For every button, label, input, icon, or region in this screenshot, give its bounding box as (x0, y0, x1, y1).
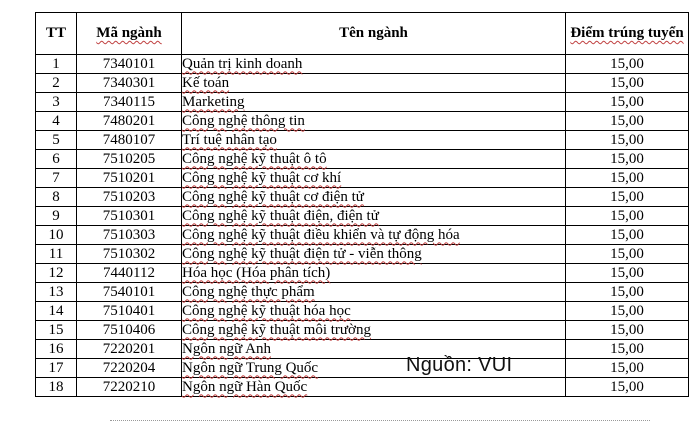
cell-tt: 4 (36, 112, 77, 131)
cell-score: 15,00 (566, 321, 689, 340)
cell-tt: 12 (36, 264, 77, 283)
table-row (36, 150, 689, 169)
cell-tt: 3 (36, 93, 77, 112)
cell-tt: 17 (36, 359, 77, 378)
cell-score: 15,00 (566, 378, 689, 397)
table-row (36, 226, 689, 245)
cell-name (182, 112, 566, 131)
cell-tt: 2 (36, 74, 77, 93)
header-code (77, 13, 182, 55)
cell-score: 15,00 (566, 169, 689, 188)
source-watermark: Nguồn: VUI (406, 354, 513, 376)
cell-score: 15,00 (566, 188, 689, 207)
cell-code: 7220201 (77, 340, 182, 359)
table-row (36, 74, 689, 93)
cell-name (182, 245, 566, 264)
cell-score: 15,00 (566, 340, 689, 359)
cell-name-text: Công nghệ kỹ thuật môi trường (182, 321, 371, 338)
cell-score: 15,00 (566, 302, 689, 321)
cell-name-text: Công nghệ kỹ thuật điều khiển và tự động hóa (182, 226, 460, 243)
header-score (566, 13, 689, 55)
cell-name-text: Marketing (182, 93, 245, 110)
header-code-label: Mã ngành (96, 25, 162, 41)
table-row (36, 188, 689, 207)
cell-name-text: Công nghệ thông tin (182, 112, 305, 129)
cell-code: 7510302 (77, 245, 182, 264)
cell-score: 15,00 (566, 264, 689, 283)
cell-name (182, 169, 566, 188)
cell-name-text: Công nghệ kỹ thuật ô tô (182, 150, 327, 167)
cell-code: 7220210 (77, 378, 182, 397)
cell-code: 7510401 (77, 302, 182, 321)
cell-name-text: Công nghệ kỹ thuật cơ khí (182, 169, 342, 186)
admissions-score-table (35, 12, 689, 397)
cell-name-text: Hóa học (Hóa phân tích) (182, 264, 331, 281)
table-body (36, 55, 689, 397)
table-row (36, 302, 689, 321)
cell-tt: 15 (36, 321, 77, 340)
cell-name (182, 378, 566, 397)
cell-code: 7510203 (77, 188, 182, 207)
cell-code: 7510406 (77, 321, 182, 340)
cell-code: 7340115 (77, 93, 182, 112)
cell-code: 7220204 (77, 359, 182, 378)
cell-tt: 6 (36, 150, 77, 169)
cell-score: 15,00 (566, 207, 689, 226)
cell-name (182, 207, 566, 226)
cell-tt: 14 (36, 302, 77, 321)
cell-tt: 18 (36, 378, 77, 397)
cell-name-text: Công nghệ kỹ thuật hóa học (182, 302, 351, 319)
cell-name-text: Trí tuệ nhân tạo (182, 131, 277, 148)
cell-score: 15,00 (566, 131, 689, 150)
table-row (36, 207, 689, 226)
cell-score: 15,00 (566, 93, 689, 112)
cell-code: 7540101 (77, 283, 182, 302)
table-header-row (36, 13, 689, 55)
table-row (36, 93, 689, 112)
cell-code: 7510303 (77, 226, 182, 245)
table-row (36, 378, 689, 397)
cell-code: 7510301 (77, 207, 182, 226)
table-row (36, 169, 689, 188)
cell-tt: 5 (36, 131, 77, 150)
table-row (36, 283, 689, 302)
cell-name (182, 302, 566, 321)
cell-name-text: Ngôn ngữ Anh (182, 340, 271, 357)
cell-score: 15,00 (566, 283, 689, 302)
table-row (36, 131, 689, 150)
table-row (36, 245, 689, 264)
cell-code: 7480107 (77, 131, 182, 150)
cell-name (182, 321, 566, 340)
cell-name (182, 150, 566, 169)
cell-code: 7480201 (77, 112, 182, 131)
cell-name (182, 55, 566, 74)
table-row (36, 359, 689, 378)
cell-tt: 1 (36, 55, 77, 74)
cell-name (182, 264, 566, 283)
cell-name-text: Ngôn ngữ Hàn Quốc (182, 378, 308, 395)
cell-tt: 10 (36, 226, 77, 245)
cell-score: 15,00 (566, 359, 689, 378)
table-row (36, 55, 689, 74)
cell-score: 15,00 (566, 245, 689, 264)
cell-name-text: Công nghệ kỹ thuật điện tử - viễn thông (182, 245, 422, 262)
cell-name (182, 93, 566, 112)
cell-name (182, 283, 566, 302)
cell-code: 7340301 (77, 74, 182, 93)
cell-code: 7440112 (77, 264, 182, 283)
cell-code: 7510205 (77, 150, 182, 169)
cell-score: 15,00 (566, 74, 689, 93)
cell-score: 15,00 (566, 150, 689, 169)
cell-name-text: Ngôn ngữ Trung Quốc (182, 359, 319, 376)
cell-name (182, 188, 566, 207)
cell-tt: 11 (36, 245, 77, 264)
cell-name (182, 131, 566, 150)
cell-score: 15,00 (566, 55, 689, 74)
header-tt: TT (36, 13, 77, 55)
cell-name (182, 74, 566, 93)
cell-code: 7510201 (77, 169, 182, 188)
cell-name-text: Công nghệ kỹ thuật điện, điện tử (182, 207, 379, 224)
cell-score: 15,00 (566, 226, 689, 245)
cell-tt: 13 (36, 283, 77, 302)
header-name: Tên ngành (182, 13, 566, 55)
cell-name-text: Công nghệ kỹ thuật cơ điện tử (182, 188, 364, 205)
cell-tt: 7 (36, 169, 77, 188)
table-row (36, 321, 689, 340)
header-score-label: Điểm trúng tuyển (570, 25, 684, 41)
footer-divider (110, 420, 650, 425)
cell-code: 7340101 (77, 55, 182, 74)
cell-name-text: Quản trị kinh doanh (182, 55, 303, 72)
cell-tt: 8 (36, 188, 77, 207)
cell-name (182, 226, 566, 245)
cell-tt: 16 (36, 340, 77, 359)
cell-name-text: Kế toán (182, 74, 230, 91)
cell-tt: 9 (36, 207, 77, 226)
cell-score: 15,00 (566, 112, 689, 131)
table-row (36, 340, 689, 359)
table-row (36, 264, 689, 283)
table-row (36, 112, 689, 131)
cell-name-text: Công nghệ thực phẩm (182, 283, 315, 300)
